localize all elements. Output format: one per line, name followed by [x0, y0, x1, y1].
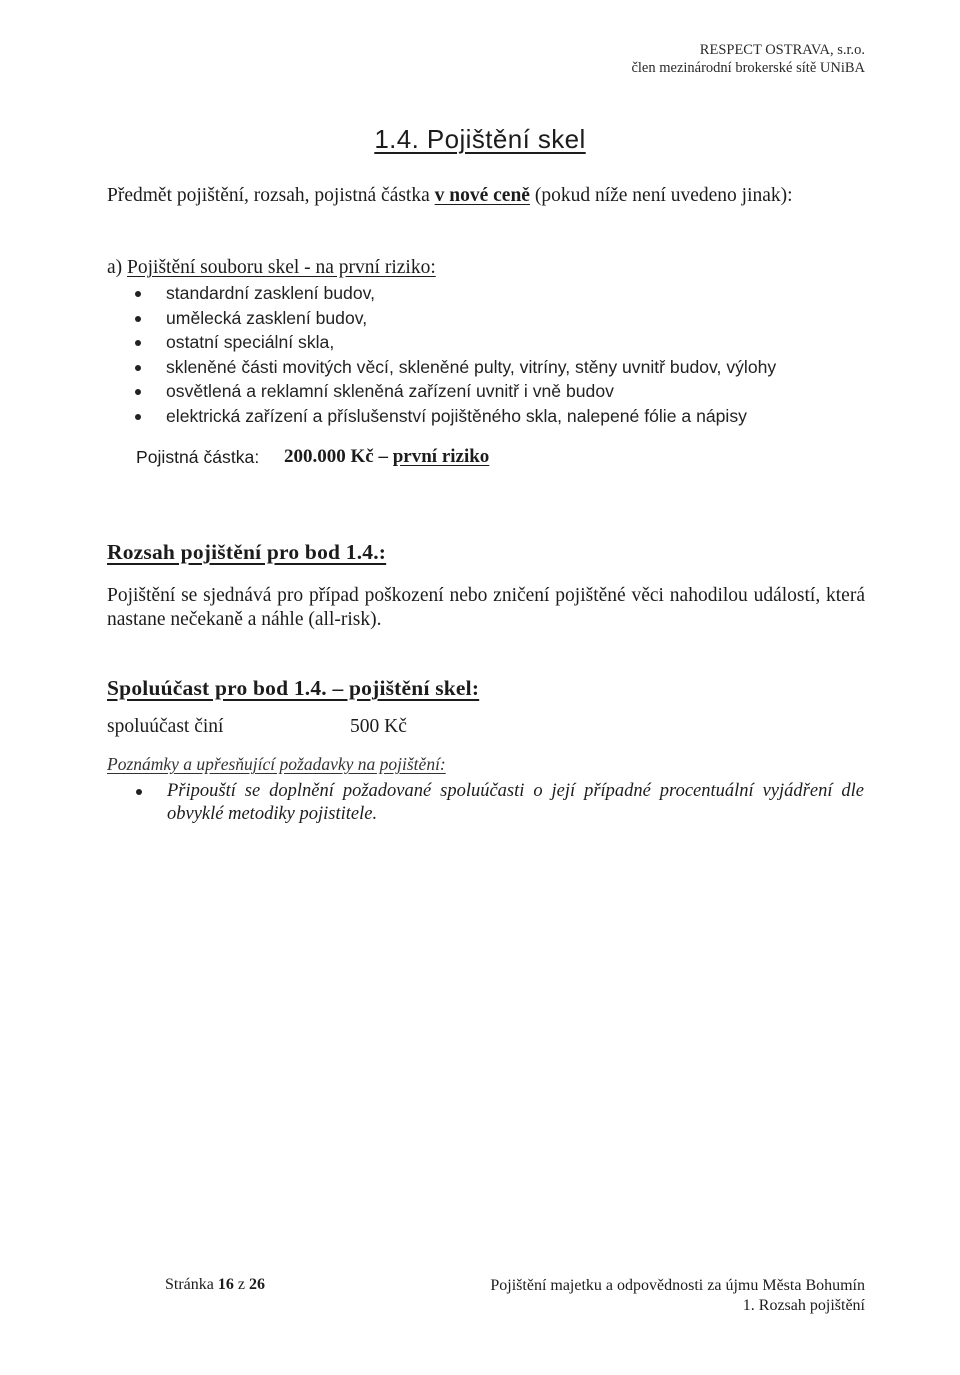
list-item: umělecká zasklení budov,	[135, 306, 776, 331]
list-item: ostatní speciální skla,	[135, 330, 776, 355]
insured-sum-basis: první riziko	[392, 446, 490, 467]
intro-after: (pokud níže není uvedeno jinak):	[529, 185, 793, 206]
header-member: člen mezinárodní brokerské sítě UNiBA	[631, 60, 865, 76]
page-footer	[490, 1276, 865, 1316]
section-title	[0, 124, 960, 155]
glass-types-list	[135, 281, 776, 428]
insured-sum-label: Pojistná částka:	[136, 447, 260, 467]
footer-chapter: 1. Rozsah pojištění	[742, 1297, 865, 1314]
deductible-heading-text: Spoluúčast pro bod 1.4. – pojištění skel:	[107, 676, 480, 700]
intro-underlined: v nové ceně	[434, 185, 530, 206]
page-number	[165, 1276, 265, 1294]
list-item: standardní zasklení budov,	[135, 281, 776, 306]
deductible-heading	[107, 676, 479, 701]
scope-heading	[107, 540, 386, 565]
note-text: Připouští se doplnění požadované spoluúčasti o její případné procentuální vyjádření dle obvyklé metodiky pojistitele.	[167, 781, 864, 824]
subsection-a-title: Pojištění souboru skel - na první riziko:	[127, 257, 436, 278]
note-item	[136, 780, 864, 826]
subsection-a-prefix: a)	[107, 257, 128, 278]
page-current: 16	[217, 1276, 234, 1293]
page-separator: z	[233, 1276, 249, 1293]
page-total: 26	[248, 1276, 265, 1293]
header-company: RESPECT OSTRAVA, s.r.o.	[699, 42, 865, 58]
intro-before: Předmět pojištění, rozsah, pojistná částka	[107, 185, 435, 206]
bullet-icon	[136, 789, 142, 795]
insured-sum-amount: 200.000 Kč –	[284, 446, 393, 467]
subsection-a-heading	[107, 256, 436, 280]
intro-paragraph	[107, 184, 793, 208]
deductible-label: spoluúčast činí	[107, 716, 224, 737]
notes-title: Poznámky a upřesňující požadavky na pojištění:	[107, 754, 446, 774]
insured-sum-value	[284, 446, 489, 468]
page-prefix: Stránka	[165, 1276, 218, 1293]
list-item: elektrická zařízení a příslušenství pojištěného skla, nalepené fólie a nápisy	[135, 404, 776, 429]
section-title-text: 1.4. Pojištění skel	[374, 124, 586, 154]
page-header	[631, 41, 865, 77]
scope-heading-text: Rozsah pojištění pro bod 1.4.:	[107, 540, 387, 564]
list-item: skleněné části movitých věcí, skleněné pulty, vitríny, stěny uvnitř budov, výlohy	[135, 355, 776, 380]
footer-document-title: Pojištění majetku a odpovědnosti za újmu Města Bohumín	[490, 1277, 865, 1294]
scope-paragraph: Pojištění se sjednává pro případ poškození nebo zničení pojištěné věci nahodilou událostí, která nastane nečekaně a náhle (all-risk).	[107, 585, 865, 631]
list-item: osvětlená a reklamní skleněná zařízení uvnitř i vně budov	[135, 379, 776, 404]
deductible-value: 500 Kč	[350, 716, 407, 737]
